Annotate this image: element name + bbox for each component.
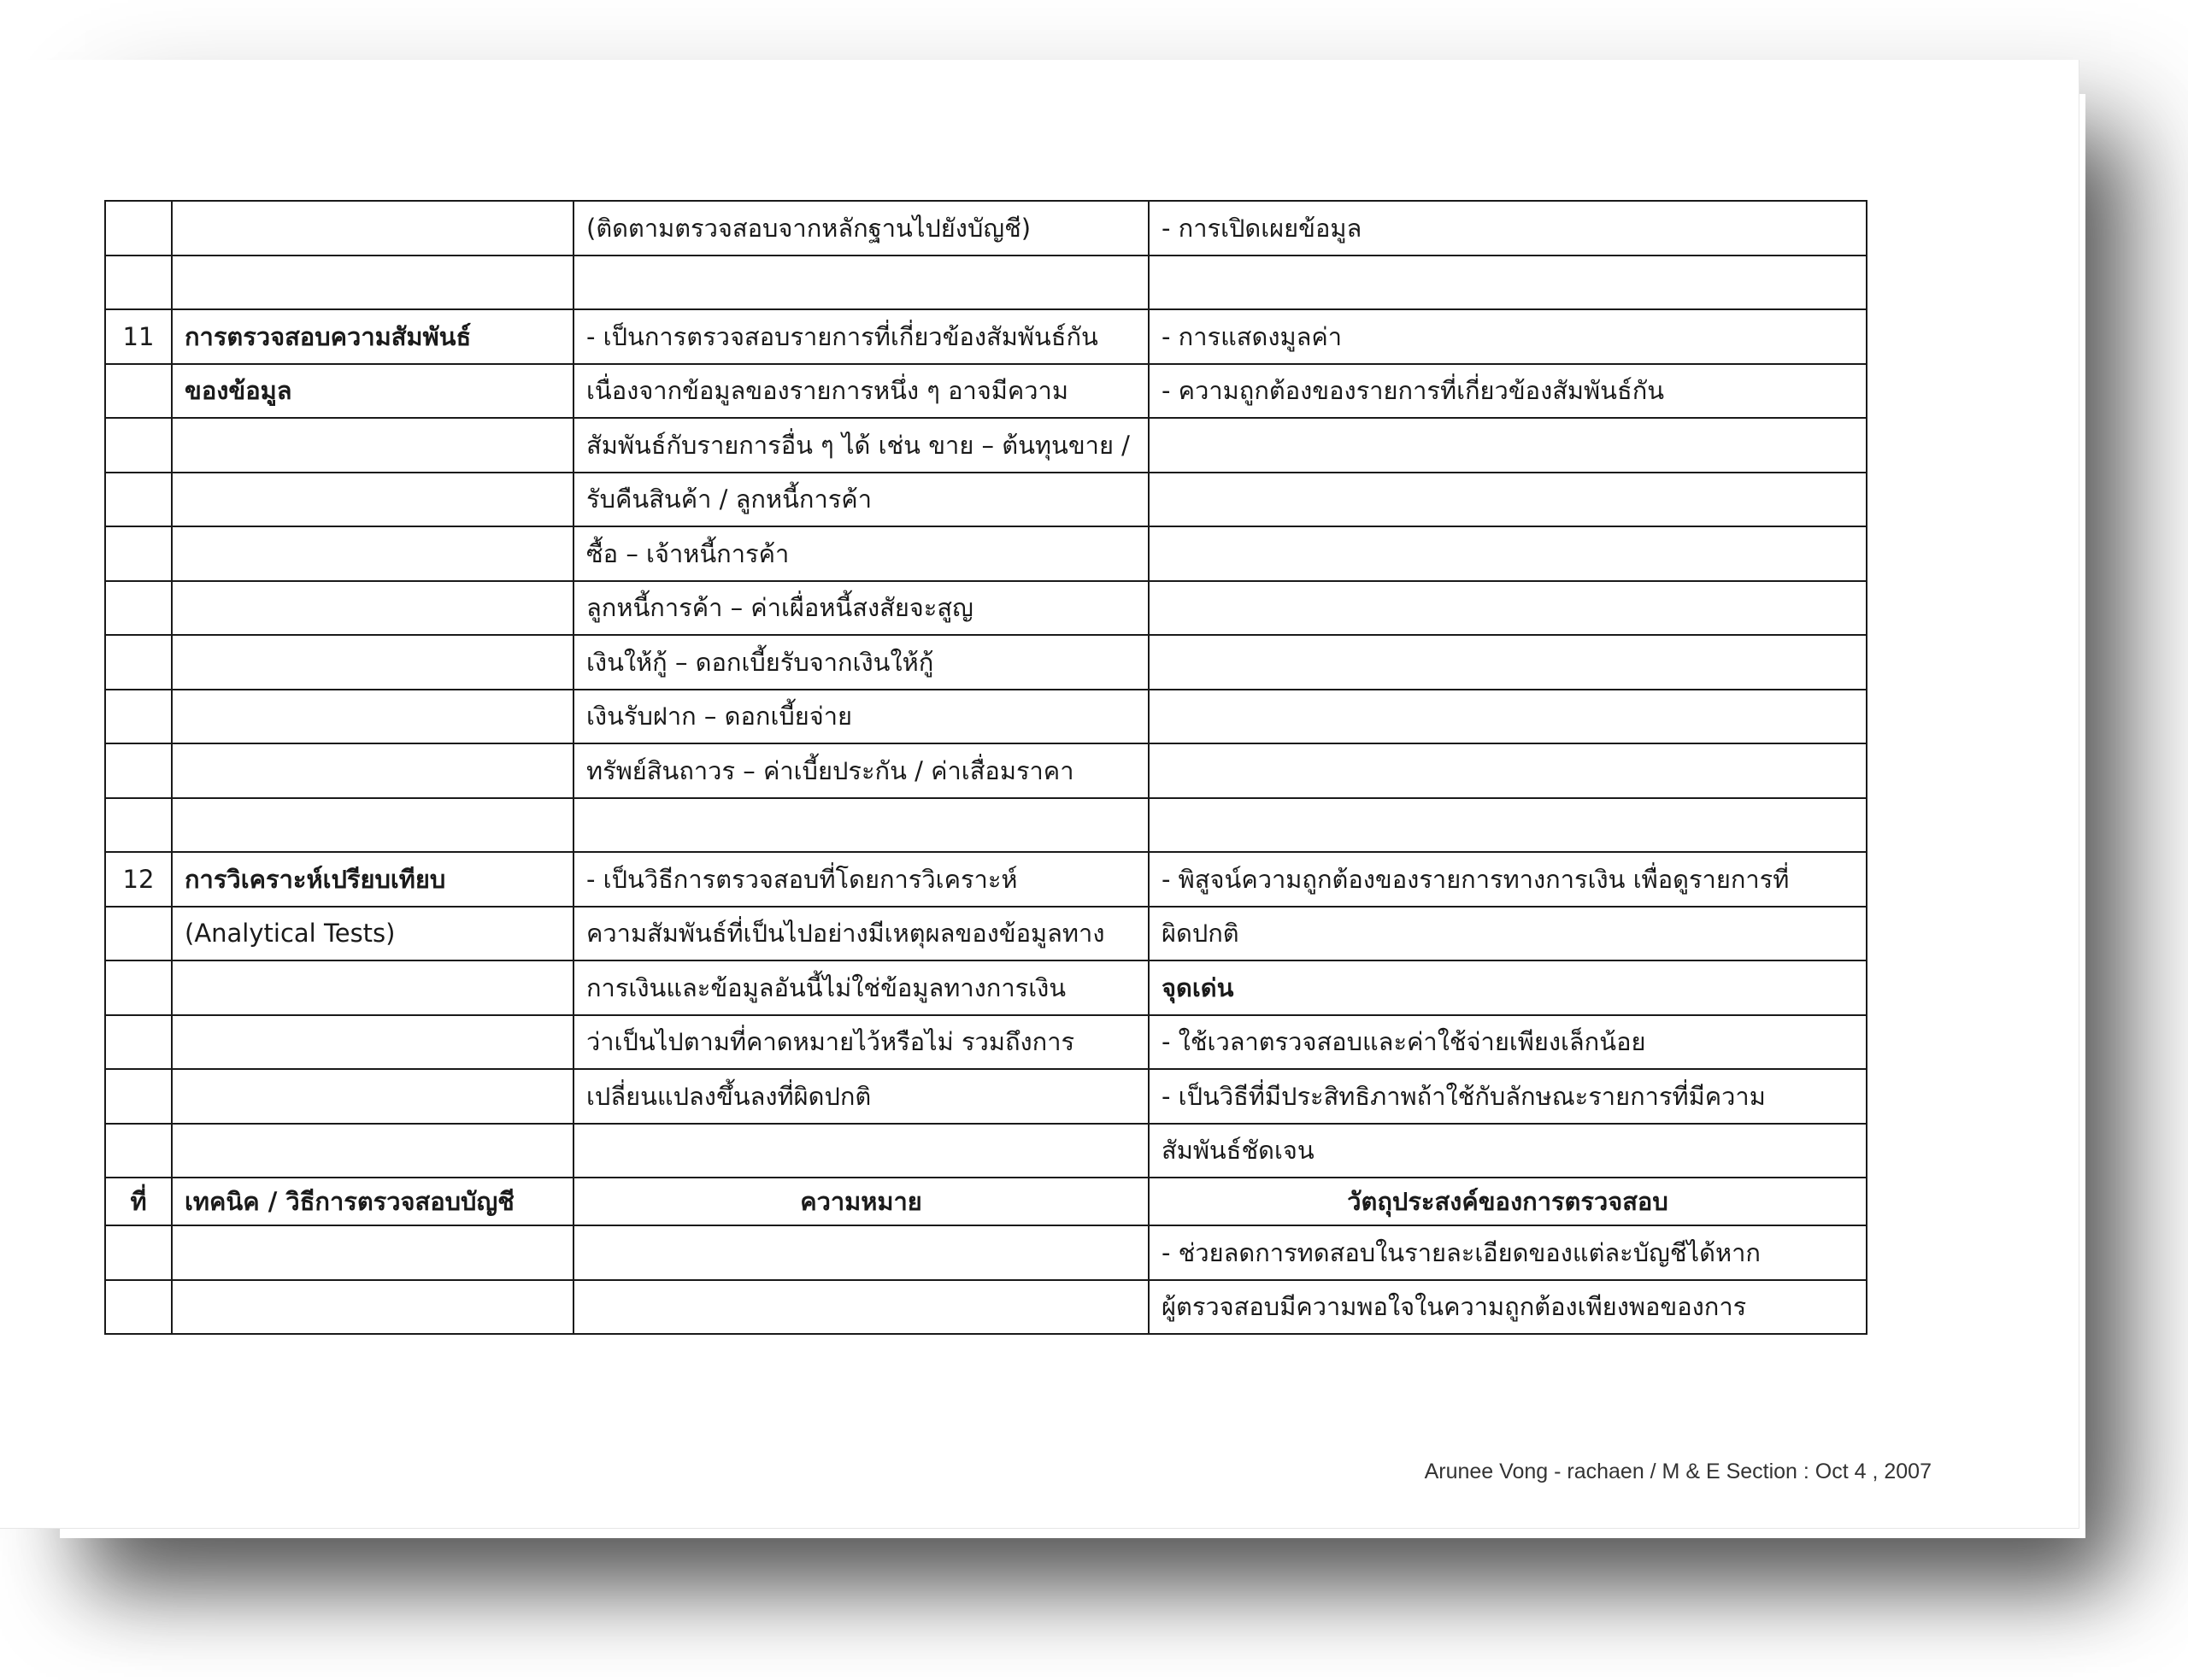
objective-cell: - พิสูจน์ความถูกต้องของรายการทางการเงิน เพื่อดูรายการที่ [1149,852,1867,907]
table-header-row [105,1178,1867,1225]
meaning-cell: เงินรับฝาก – ดอกเบี้ยจ่าย [573,690,1149,744]
meaning-cell: เนื่องจากข้อมูลของรายการหนึ่ง ๆ อาจมีความ [573,364,1149,419]
objective-cell [1149,798,1867,853]
objective-cell: - เป็นวิธีที่มีประสิทธิภาพถ้าใช้กับลักษณะรายการที่มีความ [1149,1069,1867,1124]
header-technique: เทคนิค / วิธีการตรวจสอบบัญชี [172,1178,573,1225]
meaning-cell: ทรัพย์สินถาวร – ค่าเบี้ยประกัน / ค่าเสื่อมราคา [573,743,1149,798]
row-number [105,201,172,256]
technique-cell [172,526,573,581]
table-row [105,418,1867,473]
row-number [105,798,172,853]
meaning-cell: รับคืนสินค้า / ลูกหนี้การค้า [573,473,1149,527]
technique-cell [172,690,573,744]
objective-cell: จุดเด่น [1149,960,1867,1015]
row-number [105,418,172,473]
row-number [105,526,172,581]
objective-cell [1149,473,1867,527]
objective-cell: ผู้ตรวจสอบมีความพอใจในความถูกต้องเพียงพอของการ [1149,1280,1867,1335]
row-number [105,743,172,798]
technique-cell: การวิเคราะห์เปรียบเทียบ [172,852,573,907]
table-row [105,256,1867,310]
objective-cell: - การแสดงมูลค่า [1149,309,1867,364]
page-footer: Arunee Vong - rachaen / M & E Section : Oct 4 , 2007 [1424,1460,1932,1483]
table-row [105,309,1867,364]
table-row [105,690,1867,744]
row-number [105,1225,172,1280]
technique-cell [172,1069,573,1124]
objective-cell: - การเปิดเผยข้อมูล [1149,201,1867,256]
technique-cell [172,1225,573,1280]
row-number [105,1069,172,1124]
objective-cell [1149,743,1867,798]
table-row [105,960,1867,1015]
meaning-cell [573,798,1149,853]
technique-cell [172,960,573,1015]
table-row [105,743,1867,798]
row-number [105,1280,172,1335]
meaning-cell [573,1280,1149,1335]
technique-cell: (Analytical Tests) [172,907,573,961]
meaning-cell: การเงินและข้อมูลอันนี้ไม่ใช่ข้อมูลทางการเงิน [573,960,1149,1015]
objective-cell [1149,635,1867,690]
header-number: ที่ [105,1178,172,1225]
meaning-cell: เปลี่ยนแปลงขึ้นลงที่ผิดปกติ [573,1069,1149,1124]
technique-cell: การตรวจสอบความสัมพันธ์ [172,309,573,364]
objective-cell [1149,526,1867,581]
table-row [105,1225,1867,1280]
table-row [105,798,1867,853]
objective-cell: ผิดปกติ [1149,907,1867,961]
technique-cell [172,201,573,256]
technique-cell [172,256,573,310]
row-number [105,1124,172,1178]
row-number [105,690,172,744]
table-row [105,1015,1867,1070]
meaning-cell: - เป็นการตรวจสอบรายการที่เกี่ยวข้องสัมพันธ์กัน [573,309,1149,364]
meaning-cell [573,256,1149,310]
meaning-cell: สัมพันธ์กับรายการอื่น ๆ ได้ เช่น ขาย – ต้นทุนขาย / [573,418,1149,473]
row-number: 11 [105,309,172,364]
row-number: 12 [105,852,172,907]
table-row [105,1069,1867,1124]
table-row [105,907,1867,961]
technique-cell [172,635,573,690]
technique-cell [172,1280,573,1335]
row-number [105,256,172,310]
meaning-cell: - เป็นวิธีการตรวจสอบที่โดยการวิเคราะห์ [573,852,1149,907]
meaning-cell [573,1225,1149,1280]
meaning-cell [573,1124,1149,1178]
technique-cell [172,798,573,853]
meaning-cell: ลูกหนี้การค้า – ค่าเผื่อหนี้สงสัยจะสูญ [573,581,1149,636]
row-number [105,960,172,1015]
technique-cell [172,418,573,473]
technique-cell [172,743,573,798]
row-number [105,364,172,419]
table-row [105,1280,1867,1335]
objective-cell: สัมพันธ์ชัดเจน [1149,1124,1867,1178]
row-number [105,907,172,961]
meaning-cell: ความสัมพันธ์ที่เป็นไปอย่างมีเหตุผลของข้อมูลทาง [573,907,1149,961]
row-number [105,581,172,636]
table-row [105,473,1867,527]
table-row [105,526,1867,581]
table-row [105,201,1867,256]
technique-cell: ของข้อมูล [172,364,573,419]
table-row [105,364,1867,419]
objective-cell: - ช่วยลดการทดสอบในรายละเอียดของแต่ละบัญชีได้หาก [1149,1225,1867,1280]
table-row [105,1124,1867,1178]
meaning-cell: เงินให้กู้ – ดอกเบี้ยรับจากเงินให้กู้ [573,635,1149,690]
audit-technique-table [104,200,1867,1335]
objective-cell [1149,581,1867,636]
row-number [105,1015,172,1070]
table-row [105,635,1867,690]
meaning-cell: ว่าเป็นไปตามที่คาดหมายไว้หรือไม่ รวมถึงการ [573,1015,1149,1070]
technique-cell [172,473,573,527]
meaning-cell: ซื้อ – เจ้าหนี้การค้า [573,526,1149,581]
technique-cell [172,1124,573,1178]
objective-cell [1149,256,1867,310]
objective-cell [1149,418,1867,473]
objective-cell: - ใช้เวลาตรวจสอบและค่าใช้จ่ายเพียงเล็กน้อย [1149,1015,1867,1070]
objective-cell [1149,690,1867,744]
header-objective: วัตถุประสงค์ของการตรวจสอบ [1149,1178,1867,1225]
document-page [0,60,2079,1529]
header-meaning: ความหมาย [573,1178,1149,1225]
technique-cell [172,1015,573,1070]
row-number [105,635,172,690]
row-number [105,473,172,527]
table-row [105,581,1867,636]
technique-cell [172,581,573,636]
objective-cell: - ความถูกต้องของรายการที่เกี่ยวข้องสัมพันธ์กัน [1149,364,1867,419]
meaning-cell: (ติดตามตรวจสอบจากหลักฐานไปยังบัญชี) [573,201,1149,256]
table-row [105,852,1867,907]
